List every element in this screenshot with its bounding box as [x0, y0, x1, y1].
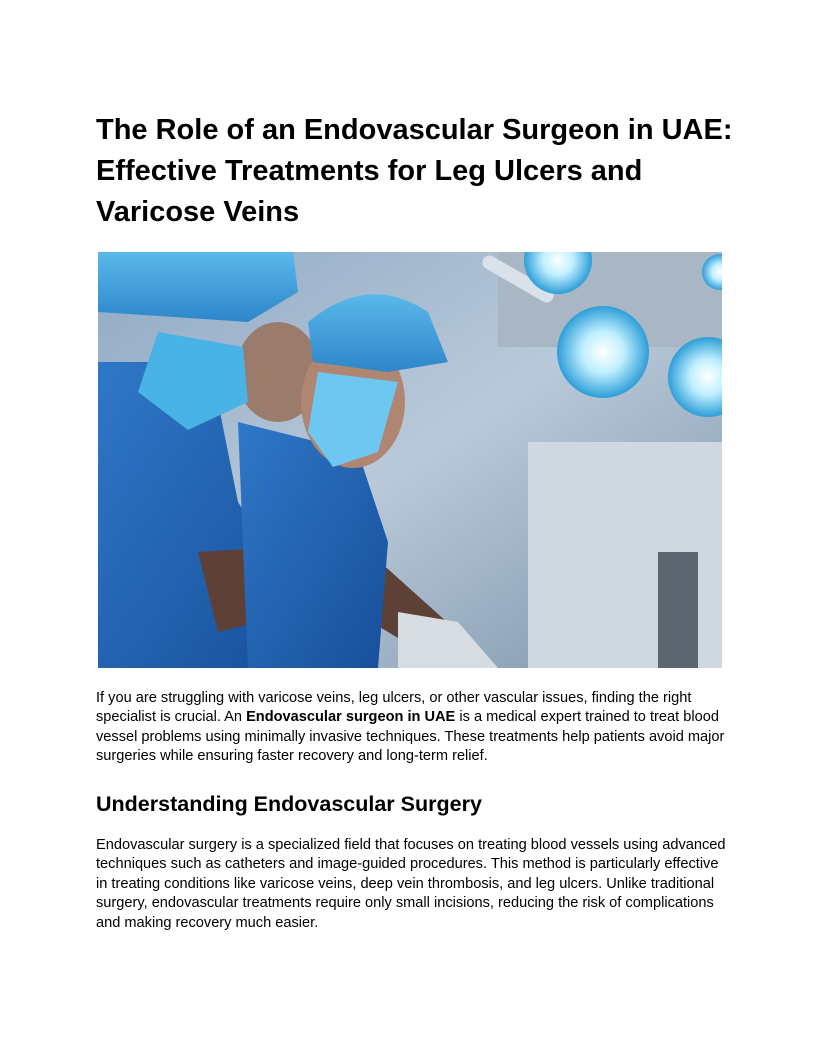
- hero-image: [98, 252, 722, 668]
- intro-text-end: is a medical expert trained to treat blood vessel problems using minimally invasive techniques. These treatments help patients avoid major surgeries while ensuring faster recovery and long-term relief.: [96, 709, 725, 765]
- section-heading: Understanding Endovascular Surgery: [96, 792, 482, 816]
- article-title: The Role of an Endovascular Surgeon in UAE: Effective Treatments for Leg Ulcers and Varicose Veins: [96, 114, 733, 228]
- section-paragraph: Endovascular surgery is a specialized field that focuses on treating blood vessels using advanced techniques such as catheters and image-guided procedures. This method is particularly effective in treating conditions like varicose veins, deep vein thrombosis, and leg ulcers. Unlike traditional surgery, endovascular treatments require only small incisions, reducing the risk of complications and making recovery much easier.: [96, 837, 726, 931]
- intro-keyword: Endovascular surgeon in UAE: [246, 709, 456, 726]
- surgeons-illustration: [98, 252, 722, 668]
- intro-text-start: If you are struggling with varicose veins, leg ulcers, or other vascular issues, finding the right specialist is crucial. An: [96, 690, 692, 726]
- intro-paragraph: [96, 689, 726, 767]
